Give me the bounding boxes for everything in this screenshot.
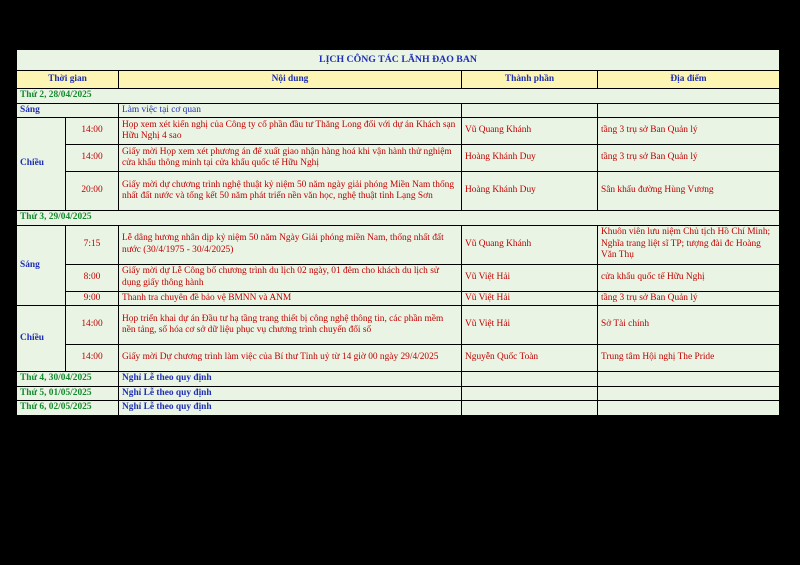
event-participants: Vũ Quang Khánh xyxy=(462,225,598,264)
header-time: Thời gian xyxy=(17,71,119,89)
empty-cell xyxy=(598,401,780,416)
schedule-table xyxy=(16,49,780,416)
event-content: Lễ dâng hương nhân dịp kỷ niệm 50 năm Ngày Giải phóng miền Nam, thống nhất đất nước (30/4/1975 - 30/4/2025) xyxy=(119,225,462,264)
empty-cell xyxy=(462,372,598,387)
day-label: Thứ 2, 28/04/2025 xyxy=(17,89,780,104)
session-label: Sáng xyxy=(17,225,66,306)
event-location: Sở Tài chính xyxy=(598,306,780,345)
event-location: tầng 3 trụ sở Ban Quản lý xyxy=(598,291,780,306)
day-label: Thứ 3, 29/04/2025 xyxy=(17,211,780,226)
event-content: Thanh tra chuyên đề bảo vệ BMNN và ANM xyxy=(119,291,462,306)
event-participants: Nguyễn Quốc Toàn xyxy=(462,345,598,372)
event-location: tầng 3 trụ sở Ban Quản lý xyxy=(598,118,780,145)
empty-cell xyxy=(462,401,598,416)
empty-cell xyxy=(462,386,598,401)
event-time: 9:00 xyxy=(66,291,119,306)
event-participants: Hoàng Khánh Duy xyxy=(462,172,598,211)
session-label: Chiều xyxy=(17,306,66,372)
holiday-note: Nghỉ Lễ theo quy định xyxy=(119,386,462,401)
event-location: Sân khấu đường Hùng Vương xyxy=(598,172,780,211)
header-content: Nội dung xyxy=(119,71,462,89)
session-label: Chiều xyxy=(17,118,66,211)
event-location: Khuôn viên lưu niệm Chủ tịch Hồ Chí Minh; Nghĩa trang liệt sĩ TP; tượng đài đc Hoàng Văn Thụ xyxy=(598,225,780,264)
empty-cell xyxy=(598,372,780,387)
event-time: 7:15 xyxy=(66,225,119,264)
event-content: Làm việc tại cơ quan xyxy=(119,103,462,118)
event-content: Họp xem xét kiến nghị của Công ty cổ phần đầu tư Thăng Long đối với dự án Khách sạn Hữu Nghị 4 sao xyxy=(119,118,462,145)
event-time: 14:00 xyxy=(66,145,119,172)
event-content: Giấy mời dự Lễ Công bố chương trình du lịch 02 ngày, 01 đêm cho khách du lịch sử dụng giấy thông hành xyxy=(119,264,462,291)
event-content: Giấy mời dự chương trình nghệ thuật kỷ niệm 50 năm ngày giải phóng Miền Nam thống nhất đất nước và tổng kết 50 năm phát triển nền văn học, nghệ thuật tỉnh Lạng Sơn xyxy=(119,172,462,211)
session-label: Sáng xyxy=(17,103,119,118)
event-participants: Vũ Việt Hải xyxy=(462,306,598,345)
event-participants: Vũ Quang Khánh xyxy=(462,118,598,145)
event-location: tầng 3 trụ sở Ban Quản lý xyxy=(598,145,780,172)
event-time: 20:00 xyxy=(66,172,119,211)
empty-cell xyxy=(598,386,780,401)
header-participants: Thành phần xyxy=(462,71,598,89)
event-time: 14:00 xyxy=(66,345,119,372)
event-participants: Hoàng Khánh Duy xyxy=(462,145,598,172)
event-participants: Vũ Việt Hải xyxy=(462,264,598,291)
event-location: cửa khẩu quốc tế Hữu Nghị xyxy=(598,264,780,291)
event-content: Họp triển khai dự án Đầu tư hạ tầng trang thiết bị công nghệ thông tin, các phần mềm nền tảng, số hóa cơ sở dữ liệu phục vụ chương trình chuyển đổi số xyxy=(119,306,462,345)
holiday-note: Nghỉ Lễ theo quy định xyxy=(119,372,462,387)
event-location: Trung tâm Hội nghị The Pride xyxy=(598,345,780,372)
event-location xyxy=(598,103,780,118)
table-title: LỊCH CÔNG TÁC LÃNH ĐẠO BAN xyxy=(17,50,780,71)
header-location: Địa điểm xyxy=(598,71,780,89)
event-time: 14:00 xyxy=(66,118,119,145)
event-participants xyxy=(462,103,598,118)
day-label: Thứ 5, 01/05/2025 xyxy=(17,386,119,401)
event-time: 14:00 xyxy=(66,306,119,345)
event-time: 8:00 xyxy=(66,264,119,291)
schedule-sheet xyxy=(16,49,779,416)
event-content: Giấy mời Họp xem xét phương án để xuất giao nhận hàng hoá khi vận hành thử nghiệm cửa khẩu thông minh tại cửa khẩu quốc tế Hữu Nghị xyxy=(119,145,462,172)
day-label: Thứ 4, 30/04/2025 xyxy=(17,372,119,387)
holiday-note: Nghỉ Lễ theo quy định xyxy=(119,401,462,416)
event-participants: Vũ Việt Hải xyxy=(462,291,598,306)
day-label: Thứ 6, 02/05/2025 xyxy=(17,401,119,416)
event-content: Giấy mời Dự chương trình làm việc của Bí thư Tỉnh uỷ từ 14 giờ 00 ngày 29/4/2025 xyxy=(119,345,462,372)
